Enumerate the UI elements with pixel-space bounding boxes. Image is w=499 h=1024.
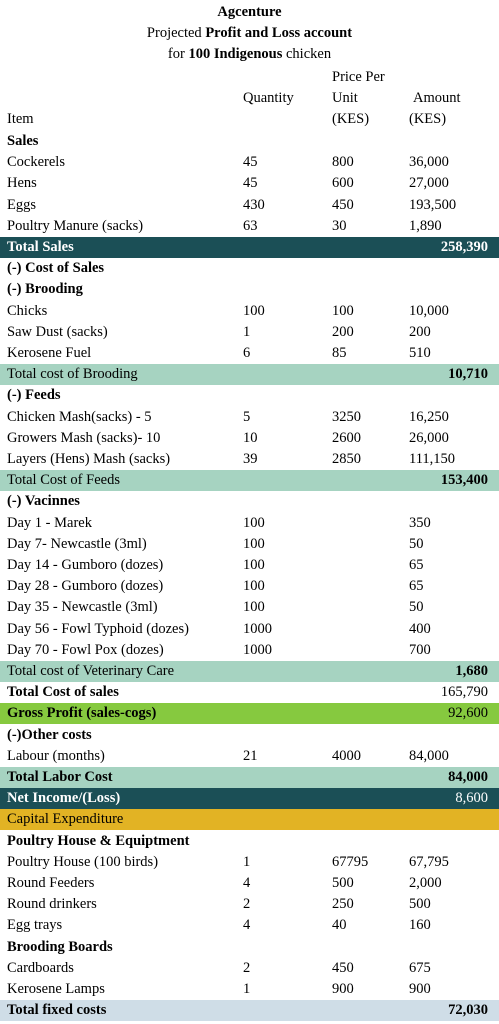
row-unit-price: 900	[332, 981, 354, 997]
row-quantity: 5	[243, 408, 251, 425]
row-unit-price: 800	[332, 154, 354, 171]
row-item-label: Net Income/(Loss)	[7, 790, 121, 807]
statement-row	[0, 788, 499, 809]
row-quantity: 1000	[243, 641, 272, 658]
row-item-label: Total Cost of sales	[7, 684, 119, 701]
row-amount: 675	[409, 959, 431, 976]
statement-row	[0, 767, 499, 788]
row-amount: 160	[409, 917, 431, 934]
row-quantity: 100	[243, 535, 265, 552]
row-quantity: 100	[243, 599, 265, 616]
row-item-label: Layers (Hens) Mash (sacks)	[7, 451, 171, 467]
row-item-label: Cockerels	[7, 154, 65, 171]
row-unit-price: 500	[332, 875, 354, 891]
statement-subtitle-prefix: for	[167, 46, 189, 62]
row-amount: 500	[409, 896, 431, 913]
company-title: Agcenture	[217, 4, 282, 20]
statement-row	[0, 555, 499, 576]
row-quantity: 1000	[243, 620, 272, 637]
row-item-label: Capital Expenditure	[7, 811, 124, 828]
row-item-label: (-) Cost of Sales	[7, 260, 105, 277]
row-amount: 92,600	[448, 705, 488, 722]
row-item-label: Day 28 - Gumboro (dozes)	[7, 578, 164, 595]
statement-row	[0, 831, 499, 852]
statement-row	[0, 513, 499, 534]
row-item-label: Labour (months)	[7, 747, 105, 764]
statement-row	[0, 619, 499, 640]
column-header-price-line1: Price Per	[332, 69, 385, 85]
row-amount: 10,000	[409, 302, 449, 319]
statement-row	[0, 809, 499, 830]
row-item-label: Day 14 - Gumboro (dozes)	[7, 557, 164, 573]
row-amount: 36,000	[409, 154, 449, 171]
statement-row	[0, 746, 499, 767]
column-header-quantity: Quantity	[243, 90, 294, 106]
row-quantity: 430	[243, 196, 265, 213]
row-item-label: Total cost of Brooding	[7, 366, 138, 383]
row-item-label: Sales	[7, 133, 39, 149]
statement-row	[0, 258, 499, 279]
row-amount: 50	[409, 535, 424, 552]
row-amount: 65	[409, 557, 424, 573]
row-unit-price: 450	[332, 959, 354, 976]
statement-row	[0, 343, 499, 364]
row-quantity: 1	[243, 853, 251, 870]
row-amount: 16,250	[409, 408, 449, 425]
column-header-price-line2: Unit	[332, 90, 358, 106]
row-item-label: (-)Other costs	[7, 726, 92, 743]
row-quantity: 6	[243, 345, 251, 361]
row-amount: 510	[409, 345, 431, 361]
row-item-label: Total Labor Cost	[7, 769, 113, 785]
statement-row	[0, 152, 499, 173]
row-amount: 50	[409, 599, 424, 616]
row-amount: 26,000	[409, 429, 449, 446]
row-item-label: Day 35 - Newcastle (3ml)	[7, 599, 158, 616]
row-item-label: Growers Mash (sacks)- 10	[7, 429, 161, 446]
statement-row	[0, 364, 499, 385]
row-item-label: Total cost of Veterinary Care	[7, 663, 175, 679]
statement-row	[0, 385, 499, 406]
row-item-label: Total Cost of Feeds	[7, 472, 120, 489]
row-item-label: Round drinkers	[7, 896, 97, 913]
row-unit-price: 200	[332, 323, 354, 340]
row-quantity: 10	[243, 429, 258, 446]
statement-title-prefix: Projected	[146, 25, 206, 41]
column-header-amount-line1: Amount	[413, 90, 461, 106]
row-amount: 84,000	[448, 769, 488, 785]
statement-row	[0, 979, 499, 1000]
row-unit-price: 3250	[332, 408, 361, 425]
row-unit-price: 40	[332, 917, 347, 934]
statement-row	[0, 640, 499, 661]
statement-row	[0, 597, 499, 618]
row-item-label: (-) Brooding	[7, 281, 83, 298]
row-item-label: Day 1 - Marek	[7, 514, 92, 531]
statement-row	[0, 534, 499, 555]
row-quantity: 1	[243, 323, 251, 340]
column-header-amount-line2: (KES)	[409, 111, 447, 127]
row-item-label: Day 56 - Fowl Typhoid (dozes)	[7, 620, 189, 637]
statement-row	[0, 131, 499, 152]
row-unit-price: 250	[332, 896, 354, 913]
row-amount: 84,000	[409, 747, 449, 764]
row-item-label: Hens	[7, 175, 37, 192]
statement-subtitle	[0, 44, 499, 65]
row-amount: 10,710	[448, 366, 488, 383]
statement-row	[0, 682, 499, 703]
row-quantity: 63	[243, 217, 258, 234]
statement-row	[0, 407, 499, 428]
row-unit-price: 67795	[332, 853, 369, 870]
column-header-item: Item	[7, 111, 34, 127]
row-amount: 8,600	[455, 790, 488, 807]
row-unit-price: 2600	[332, 429, 361, 446]
row-quantity: 4	[243, 917, 251, 934]
row-item-label: Round Feeders	[7, 875, 95, 891]
statement-row	[0, 873, 499, 894]
row-quantity: 39	[243, 451, 258, 467]
row-amount: 400	[409, 620, 431, 637]
row-item-label: Kerosene Fuel	[7, 345, 92, 361]
statement-row	[0, 470, 499, 491]
row-amount: 67,795	[409, 853, 449, 870]
statement-row	[0, 279, 499, 300]
statement-row	[0, 173, 499, 194]
row-quantity: 45	[243, 154, 258, 171]
row-amount: 72,030	[448, 1002, 488, 1019]
row-amount: 111,150	[409, 451, 456, 467]
statement-row	[0, 1000, 499, 1021]
row-item-label: Saw Dust (sacks)	[7, 323, 108, 340]
row-quantity: 2	[243, 896, 251, 913]
row-unit-price: 100	[332, 302, 354, 319]
row-item-label: Brooding Boards	[7, 938, 113, 955]
row-amount: 27,000	[409, 175, 449, 192]
row-amount: 165,790	[440, 684, 488, 701]
statement-row	[0, 958, 499, 979]
statement-row	[0, 237, 499, 258]
row-item-label: Chicken Mash(sacks) - 5	[7, 408, 152, 425]
statement-row	[0, 703, 499, 724]
row-unit-price: 85	[332, 345, 347, 361]
statement-row	[0, 322, 499, 343]
row-item-label: Kerosene Lamps	[7, 981, 105, 997]
statement-row	[0, 449, 499, 470]
row-quantity: 100	[243, 557, 265, 573]
row-item-label: (-) Vacinnes	[7, 493, 80, 510]
statement-row	[0, 937, 499, 958]
statement-row	[0, 852, 499, 873]
statement-title	[0, 23, 499, 44]
row-item-label: Poultry House & Equiptment	[7, 832, 190, 849]
row-unit-price: 30	[332, 217, 347, 234]
row-item-label: Total Sales	[7, 239, 74, 255]
row-item-label: Egg trays	[7, 917, 63, 934]
row-amount: 350	[409, 514, 431, 531]
row-quantity: 1	[243, 981, 251, 997]
row-amount: 200	[409, 323, 431, 340]
statement-title-bold: Profit and Loss account	[205, 25, 353, 41]
row-amount: 258,390	[440, 239, 488, 255]
statement-subtitle-suffix: chicken	[282, 46, 332, 62]
statement-row	[0, 301, 499, 322]
statement-row	[0, 725, 499, 746]
row-amount: 2,000	[409, 875, 442, 891]
row-amount: 1,680	[455, 663, 488, 679]
row-item-label: Gross Profit (sales-cogs)	[7, 705, 157, 722]
row-item-label: Day 7- Newcastle (3ml)	[7, 535, 147, 552]
row-item-label: (-) Feeds	[7, 387, 61, 404]
row-item-label: Chicks	[7, 302, 48, 319]
row-quantity: 100	[243, 302, 265, 319]
statement-row	[0, 491, 499, 512]
row-unit-price: 450	[332, 196, 354, 213]
row-amount: 700	[409, 641, 431, 658]
row-quantity: 100	[243, 514, 265, 531]
row-quantity: 2	[243, 959, 251, 976]
row-amount: 153,400	[440, 472, 488, 489]
statement-row	[0, 661, 499, 682]
row-unit-price: 4000	[332, 747, 361, 764]
row-quantity: 100	[243, 578, 265, 595]
row-amount: 900	[409, 981, 431, 997]
row-quantity: 4	[243, 875, 251, 891]
statement-subtitle-bold: 100 Indigenous	[188, 46, 283, 62]
statement-row	[0, 428, 499, 449]
row-item-label: Total fixed costs	[7, 1002, 107, 1019]
statement-row	[0, 915, 499, 936]
statement-row	[0, 576, 499, 597]
row-item-label: Cardboards	[7, 959, 74, 976]
statement-row	[0, 195, 499, 216]
row-item-label: Eggs	[7, 196, 36, 213]
statement-row	[0, 894, 499, 915]
row-quantity: 45	[243, 175, 258, 192]
row-item-label: Day 70 - Fowl Pox (dozes)	[7, 641, 164, 658]
column-header-price-line3: (KES)	[332, 111, 370, 127]
row-amount: 193,500	[409, 196, 457, 213]
row-unit-price: 600	[332, 175, 354, 192]
row-amount: 1,890	[409, 217, 442, 234]
row-quantity: 21	[243, 747, 258, 764]
row-amount: 65	[409, 578, 424, 595]
row-unit-price: 2850	[332, 451, 361, 467]
row-item-label: Poultry Manure (sacks)	[7, 217, 144, 234]
row-item-label: Poultry House (100 birds)	[7, 853, 159, 870]
statement-row	[0, 216, 499, 237]
